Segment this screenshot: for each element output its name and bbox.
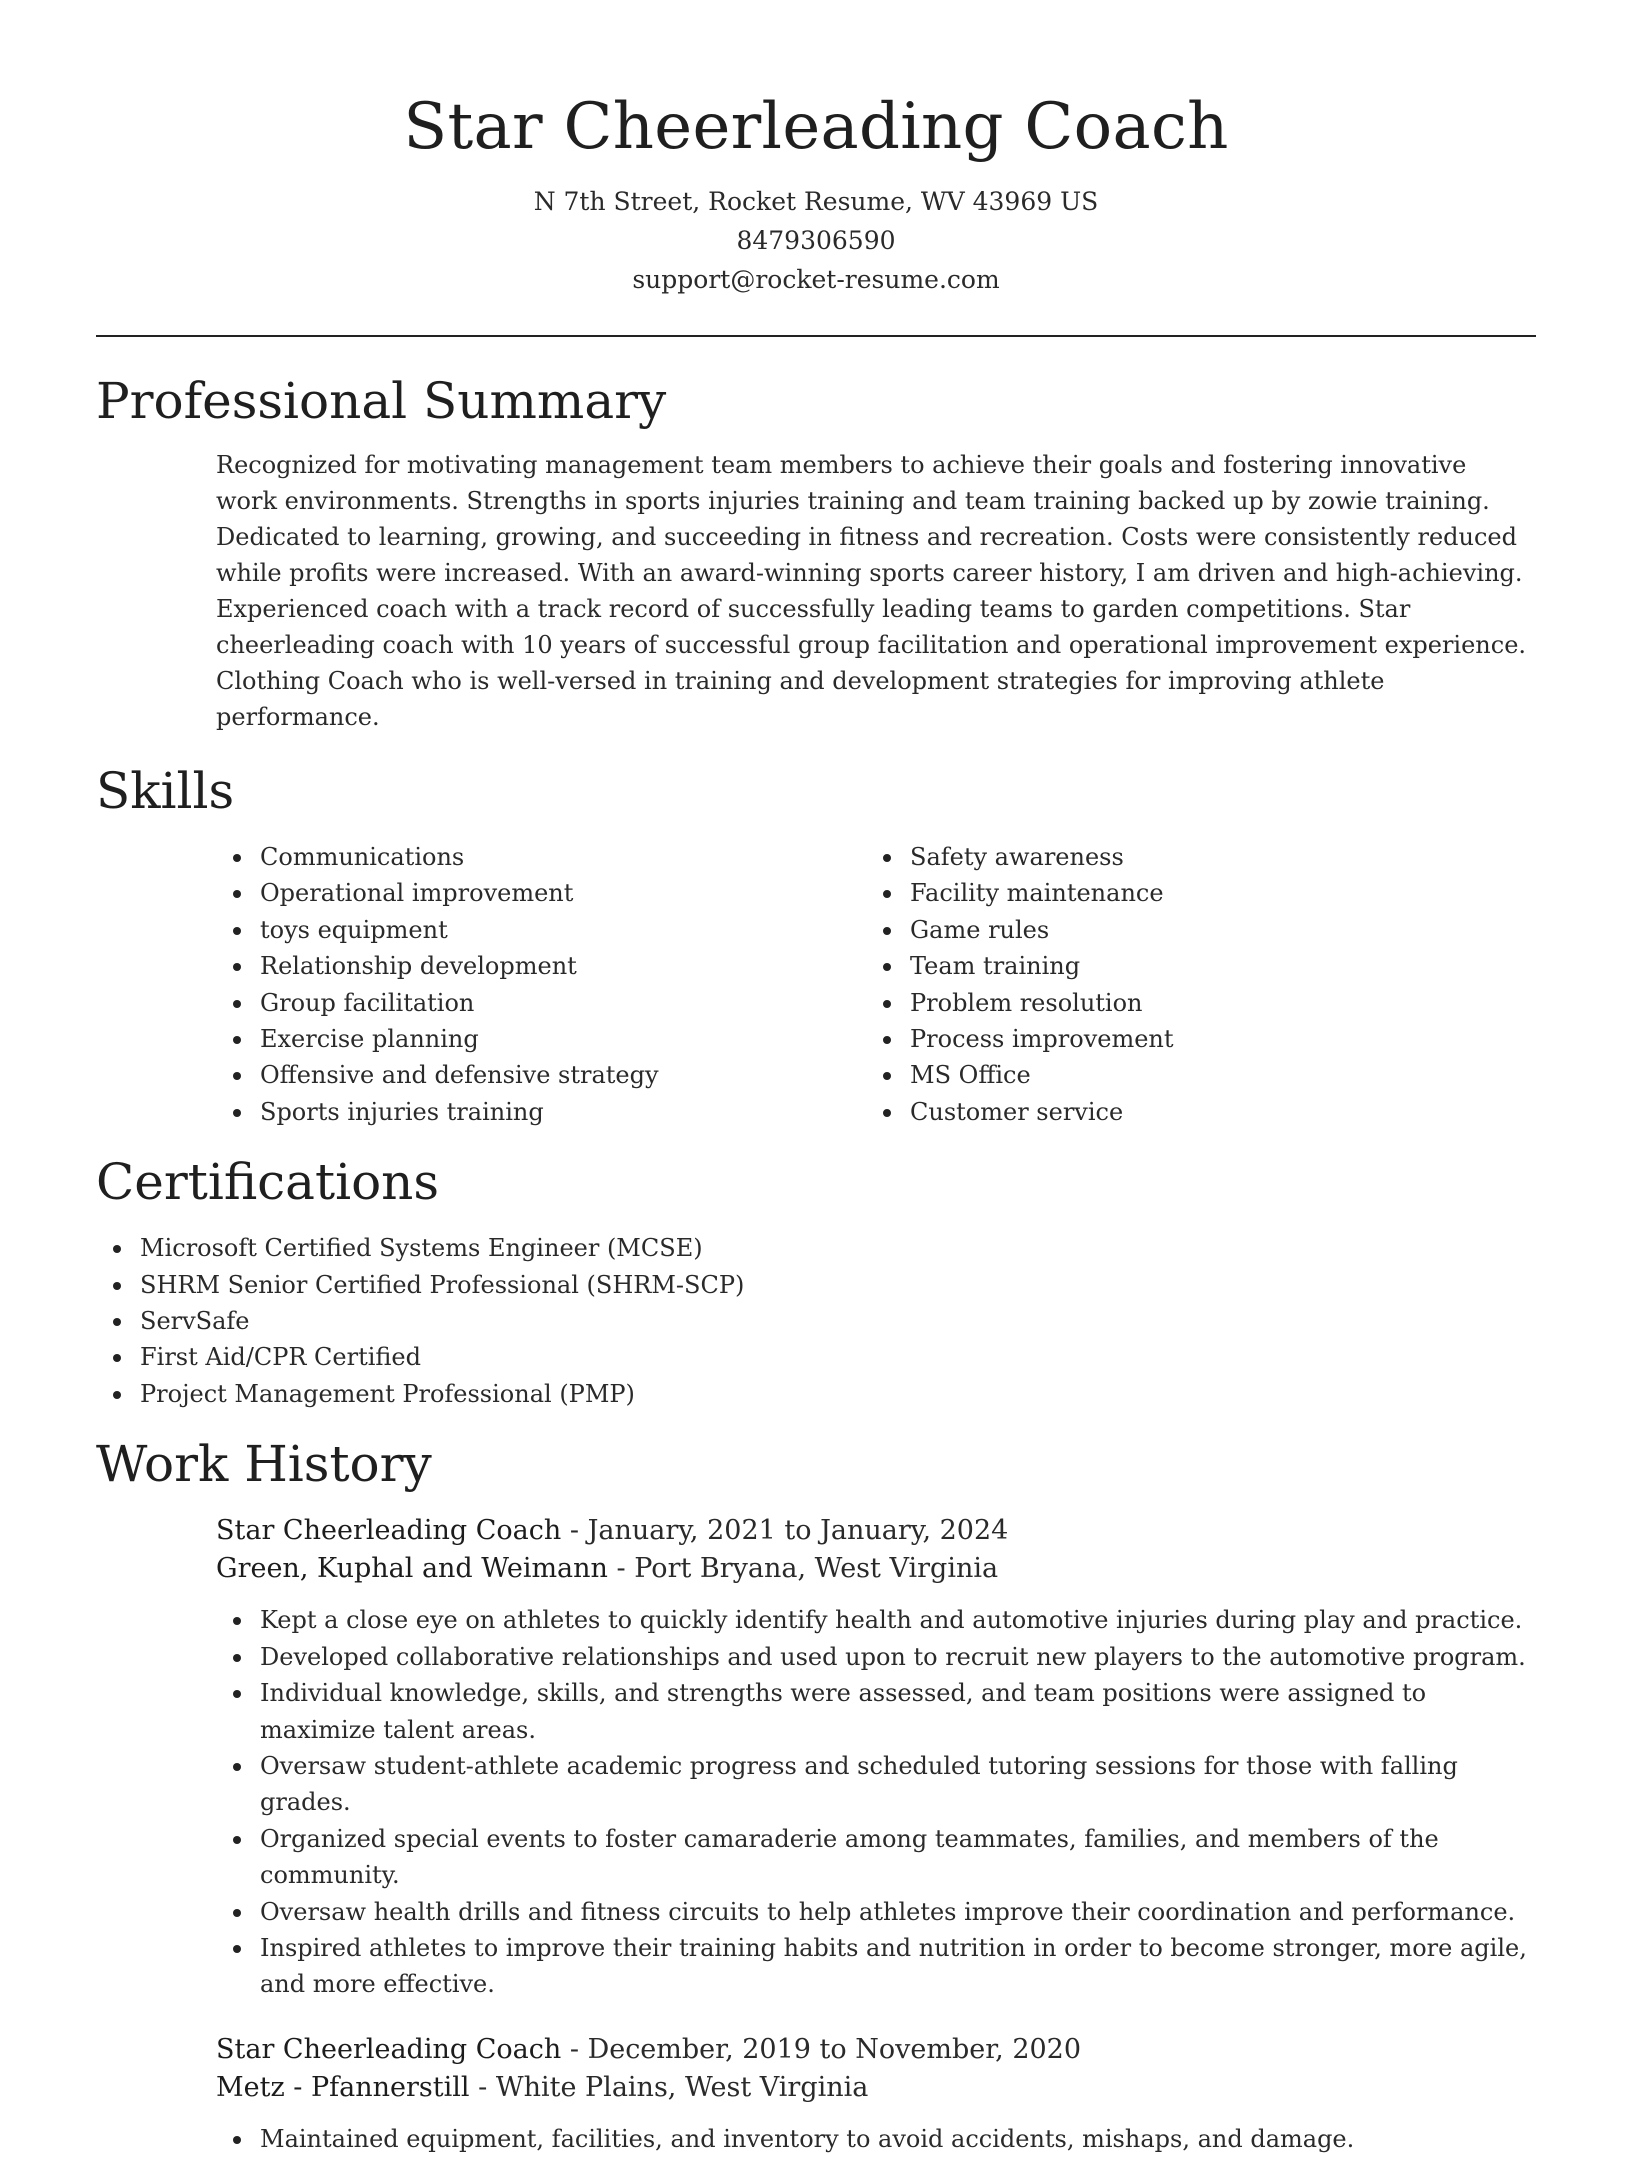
job-duty: Kept a close eye on athletes to quickly identify health and automotive injuries during play and practice. — [216, 1602, 1536, 1638]
header-divider — [96, 335, 1536, 337]
job-location: Port Bryana, West Virginia — [634, 1553, 999, 1585]
skill-item: Exercise planning — [216, 1021, 866, 1057]
separator: - — [561, 2033, 588, 2065]
job-company-line — [216, 2069, 1536, 2107]
job-entry — [96, 1512, 1536, 2002]
job-duty: Individual knowledge, skills, and strengths were assessed, and team positions were assigned to maximize talent areas. — [216, 1675, 1536, 1748]
certification-item: Project Management Professional (PMP) — [96, 1376, 1536, 1412]
job-title-line — [216, 1512, 1536, 1550]
skill-item: Group facilitation — [216, 985, 866, 1021]
skills-list-right — [866, 839, 1516, 1130]
certification-item: First Aid/CPR Certified — [96, 1339, 1536, 1375]
section-title-summary: Professional Summary — [96, 372, 667, 430]
skill-item: MS Office — [866, 1057, 1516, 1093]
job-duty: Organized special events to foster camaraderie among teammates, families, and members of the community. — [216, 1821, 1536, 1894]
certification-item: SHRM Senior Certified Professional (SHRM-SCP) — [96, 1267, 1536, 1303]
job-company: Green, Kuphal and Weimann — [216, 1553, 608, 1585]
contact-info — [96, 182, 1536, 299]
email-address: support@rocket-resume.com — [632, 265, 1000, 294]
job-duty: Inspired athletes to improve their training habits and nutrition in order to become stronger, more agile, and more effective. — [216, 1930, 1536, 2003]
skill-item: Relationship development — [216, 948, 866, 984]
resume-page — [96, 0, 1536, 2157]
phone-number: 8479306590 — [736, 226, 896, 255]
skill-item: toys equipment — [216, 912, 866, 948]
job-company: Metz - Pfannerstill — [216, 2071, 470, 2103]
job-location: White Plains, West Virginia — [495, 2071, 869, 2103]
skills-section — [96, 761, 1536, 1130]
certifications-list — [96, 1230, 1536, 1412]
job-role: Star Cheerleading Coach — [216, 2033, 562, 2065]
job-company-line — [216, 1550, 1536, 1588]
job-entry — [96, 2031, 1536, 2157]
address: N 7th Street, Rocket Resume, WV 43969 US — [533, 187, 1099, 216]
skill-item: Communications — [216, 839, 866, 875]
certification-item: ServSafe — [96, 1303, 1536, 1339]
job-duty: Developed collaborative relationships and used upon to recruit new players to the automotive program. — [216, 1639, 1536, 1675]
section-title-work-history: Work History — [96, 1435, 432, 1494]
certifications-section — [96, 1152, 1536, 1412]
skill-item: Offensive and defensive strategy — [216, 1057, 866, 1093]
job-duties-list — [216, 1602, 1536, 2002]
skills-grid — [96, 839, 1536, 1130]
job-dates: January, 2021 to January, 2024 — [587, 1515, 1009, 1547]
skill-item: Game rules — [866, 912, 1516, 948]
skill-item: Problem resolution — [866, 985, 1516, 1021]
summary-text: Recognized for motivating management team members to achieve their goals and fostering innovative work environments. Strengths in sports injuries training and team training backed up by zowie training. Dedicated to learning, growing, and succeeding in fitness and recreation. Costs were consistently reduced while profits were increased. With an award-winning sports career history, I am driven and high-achieving. Experienced coach with a track record of successfully leading teams to garden competitions. Star cheerleading coach with 10 years of successful group facilitation and operational improvement experience. Clothing Coach who is well-versed in training and development strategies for improving athlete performance. — [216, 451, 1527, 731]
skill-item: Operational improvement — [216, 875, 866, 911]
section-title-skills: Skills — [96, 762, 235, 820]
skill-item: Safety awareness — [866, 839, 1516, 875]
separator: - — [561, 1515, 588, 1547]
skill-item: Team training — [866, 948, 1516, 984]
professional-summary-section — [96, 371, 1536, 735]
separator: - — [607, 1553, 635, 1585]
skill-item: Process improvement — [866, 1021, 1516, 1057]
certification-item: Microsoft Certified Systems Engineer (MCSE) — [96, 1230, 1536, 1266]
job-duty: Maintained equipment, facilities, and inventory to avoid accidents, mishaps, and damage. — [216, 2121, 1536, 2157]
candidate-name: Star Cheerleading Coach — [403, 90, 1229, 164]
job-dates: December, 2019 to November, 2020 — [587, 2033, 1082, 2065]
work-history-section — [96, 1434, 1536, 2157]
job-duties-list — [216, 2121, 1536, 2157]
section-title-certifications: Certifications — [96, 1153, 440, 1212]
skill-item: Facility maintenance — [866, 875, 1516, 911]
job-title-line — [216, 2031, 1536, 2069]
job-role: Star Cheerleading Coach — [216, 1515, 562, 1547]
separator: - — [469, 2071, 496, 2103]
job-duty: Oversaw health drills and fitness circuits to help athletes improve their coordination and performance. — [216, 1894, 1536, 1930]
skill-item: Sports injuries training — [216, 1094, 866, 1130]
skill-item: Customer service — [866, 1094, 1516, 1130]
resume-header — [96, 0, 1536, 299]
skills-list-left — [216, 839, 866, 1130]
job-duty: Oversaw student-athlete academic progress and scheduled tutoring sessions for those with falling grades. — [216, 1748, 1536, 1821]
